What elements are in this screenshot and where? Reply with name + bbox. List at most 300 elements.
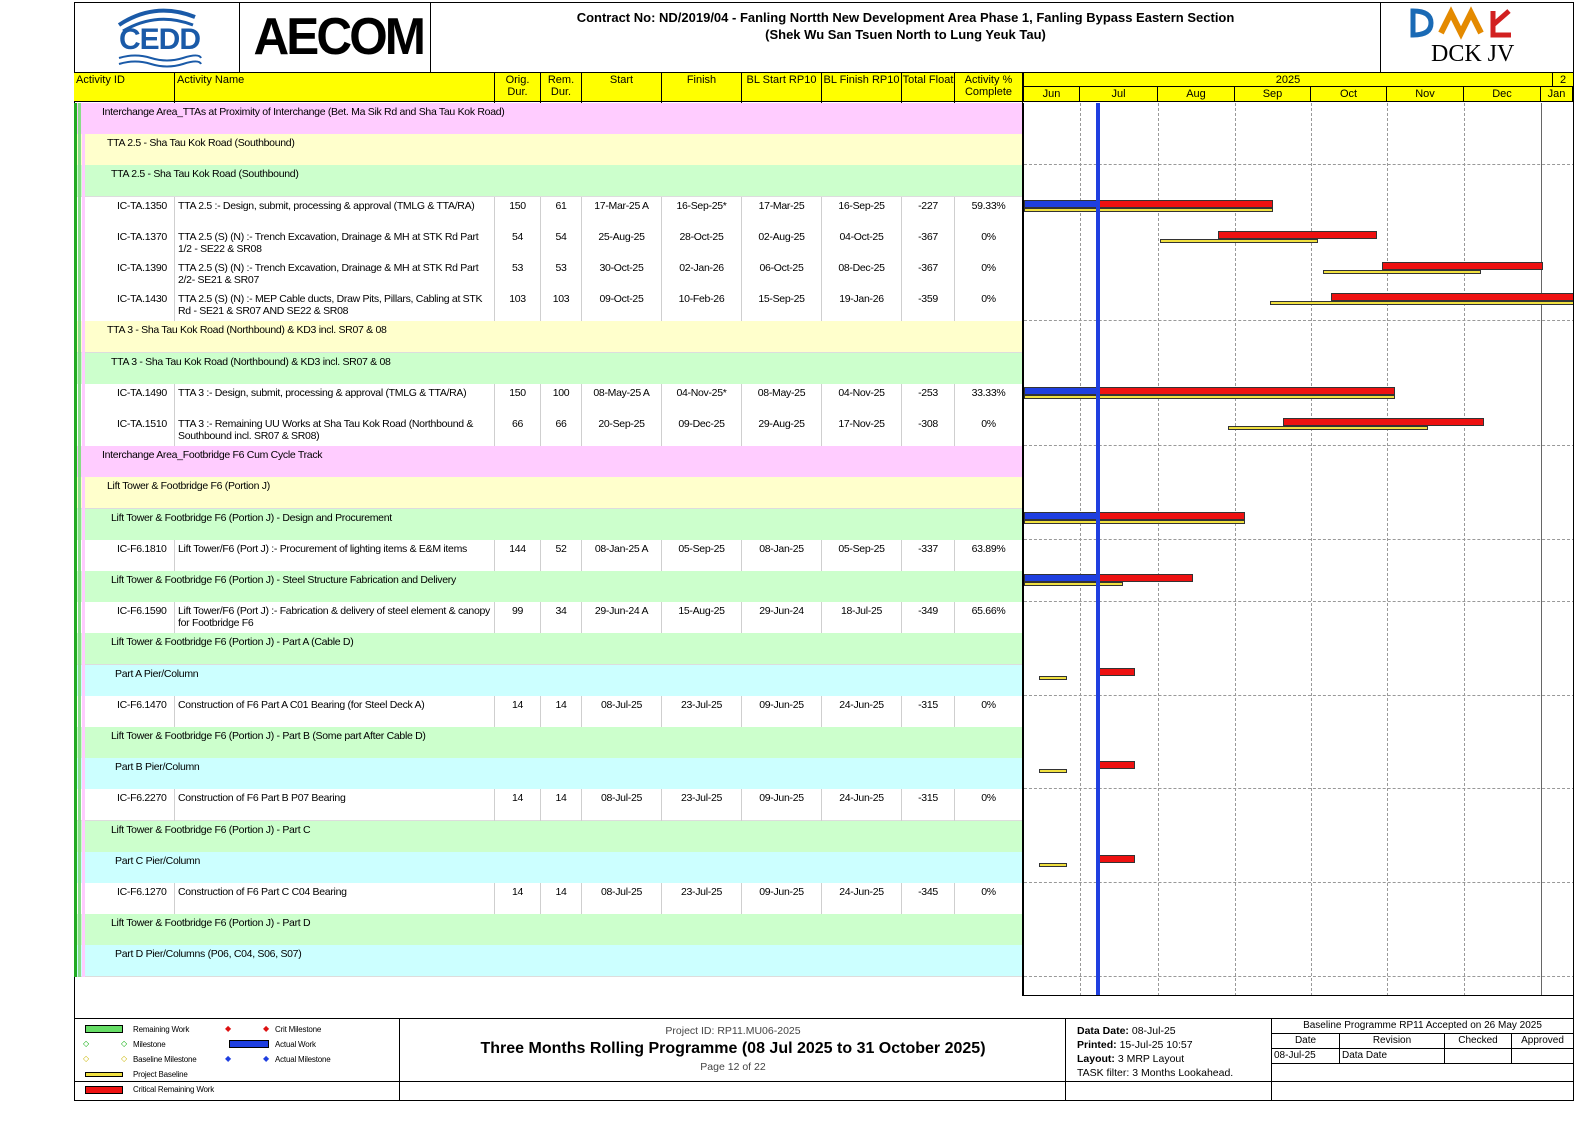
cell-bl-start: 17-Mar-25 (742, 197, 822, 229)
cell-orig: 99 (495, 602, 541, 634)
cell-name: TTA 3 :- Design, submit, processing & approval (TMLG & TTA/RA) (175, 384, 495, 416)
wbs-outline-bar (78, 914, 81, 946)
wbs-outline-bar (82, 290, 85, 322)
activity-row[interactable] (74, 602, 1023, 634)
col-bl-finish[interactable]: BL Finish RP10 (822, 73, 902, 103)
wbs-outline-bar (74, 415, 77, 447)
wbs-group-row[interactable] (74, 509, 1023, 541)
wbs-outline-bar (74, 821, 77, 853)
cell-finish: 04-Nov-25* (662, 384, 742, 416)
gantt-row-gridline (1024, 164, 1574, 165)
gantt-critical-remaining-bar[interactable] (1098, 855, 1136, 863)
cell-float: -308 (902, 415, 955, 447)
wbs-outline-bar (78, 602, 81, 634)
cell-start: 29-Jun-24 A (582, 602, 662, 634)
wbs-outline-bar (74, 290, 77, 322)
printed-label: Printed: (1077, 1039, 1117, 1051)
wbs-outline-bar (74, 633, 77, 665)
wbs-group-row[interactable] (74, 353, 1023, 385)
cell-id: IC-F6.1810 (74, 540, 175, 572)
wbs-group-label: Part D Pier/Columns (P06, C04, S06, S07) (115, 948, 302, 961)
cell-finish: 09-Dec-25 (662, 415, 742, 447)
activity-row[interactable] (74, 259, 1023, 291)
wbs-outline-bar (82, 477, 85, 509)
cell-orig: 53 (495, 259, 541, 291)
gantt-month-gridline (1464, 103, 1465, 996)
rev-row-approved (1512, 1049, 1573, 1064)
timescale-year: 2025 (1024, 73, 1553, 87)
wbs-outline-bar (74, 789, 77, 821)
cell-orig: 54 (495, 228, 541, 260)
wbs-outline-bar (74, 165, 77, 197)
wbs-outline-bar (82, 602, 85, 634)
project-id: Project ID: RP11.MU06-2025 (665, 1025, 801, 1037)
cell-pct: 33.33% (955, 384, 1023, 416)
gantt-chart (1023, 103, 1574, 996)
gantt-actual-bar[interactable] (1024, 387, 1098, 395)
cell-bl-finish: 16-Sep-25 (822, 197, 902, 229)
rev-header-date: Date (1272, 1034, 1340, 1049)
cell-pct: 0% (955, 259, 1023, 291)
cell-id: IC-TA.1430 (74, 290, 175, 322)
cell-id: IC-F6.1270 (74, 883, 175, 915)
activity-row[interactable] (74, 197, 1023, 229)
wbs-outline-bar (78, 758, 81, 790)
gantt-row-gridline (1024, 539, 1574, 540)
gantt-actual-bar[interactable] (1024, 200, 1098, 208)
wbs-group-label: Interchange Area_Footbridge F6 Cum Cycle Track (102, 449, 323, 462)
legend-actual-label: Actual Work (275, 1040, 316, 1049)
timescale-month: Jan (1541, 87, 1573, 102)
cell-bl-finish: 19-Jan-26 (822, 290, 902, 322)
gantt-month-gridline (1158, 103, 1159, 996)
cell-bl-finish: 04-Oct-25 (822, 228, 902, 260)
cell-id: IC-TA.1510 (74, 415, 175, 447)
cell-rem: 14 (541, 883, 582, 915)
cell-float: -315 (902, 789, 955, 821)
gantt-critical-remaining-bar[interactable] (1331, 293, 1574, 301)
wbs-group-row[interactable] (74, 165, 1023, 197)
col-start[interactable]: Start (582, 73, 662, 103)
col-pct-complete[interactable]: Activity % Complete (955, 73, 1023, 103)
cell-bl-start: 09-Jun-25 (742, 789, 822, 821)
activity-row[interactable] (74, 384, 1023, 416)
task-filter: TASK filter: 3 Months Lookahead. (1077, 1067, 1234, 1079)
gantt-baseline-bar[interactable] (1024, 208, 1273, 212)
wbs-outline-bar (82, 883, 85, 915)
gantt-baseline-bar[interactable] (1228, 426, 1429, 430)
footer-title-block (401, 1019, 1066, 1100)
cedd-logo-text: CEDD (119, 23, 201, 56)
legend-critical-label: Critical Remaining Work (133, 1085, 215, 1094)
data-date-label: Data Date: (1077, 1025, 1129, 1037)
timescale-month: Dec (1464, 87, 1541, 102)
wbs-outline-bar (82, 228, 85, 260)
cell-start: 08-Jul-25 (582, 696, 662, 728)
rev-header-checked: Checked (1445, 1034, 1512, 1049)
timescale-month: Jun (1024, 87, 1080, 102)
wbs-group-row[interactable] (74, 914, 1023, 946)
wbs-outline-bar (78, 696, 81, 728)
cell-id: IC-TA.1390 (74, 259, 175, 291)
wbs-group-row[interactable] (74, 321, 1023, 353)
gantt-critical-remaining-bar[interactable] (1098, 574, 1193, 582)
cell-bl-finish: 18-Jul-25 (822, 602, 902, 634)
gantt-baseline-bar[interactable] (1323, 270, 1481, 274)
cell-orig: 144 (495, 540, 541, 572)
activity-row[interactable] (74, 789, 1023, 821)
wbs-outline-bar (78, 727, 81, 759)
wbs-group-label: Lift Tower & Footbridge F6 (Portion J) - Design and Procurement (111, 511, 392, 524)
legend-baseline-milestone-icon: ◇ (83, 1054, 89, 1063)
wbs-outline-bar (74, 259, 77, 291)
cell-bl-finish: 05-Sep-25 (822, 540, 902, 572)
aecom-logo (241, 3, 431, 72)
wbs-group-row[interactable] (74, 821, 1023, 853)
cell-id: IC-TA.1370 (74, 228, 175, 260)
cell-bl-start: 29-Aug-25 (742, 415, 822, 447)
cell-bl-start: 15-Sep-25 (742, 290, 822, 322)
wbs-group-label: Interchange Area_TTAs at Proximity of Interchange (Bet. Ma Sik Rd and Sha Tau Kok Road) (102, 106, 505, 118)
cell-rem: 100 (541, 384, 582, 416)
legend-actual-milestone-icon-2: ◆ (263, 1054, 269, 1063)
cell-start: 08-Jul-25 (582, 883, 662, 915)
cell-rem: 34 (541, 602, 582, 634)
activity-row[interactable] (74, 883, 1023, 915)
cell-orig: 14 (495, 696, 541, 728)
gantt-row-gridline (1024, 788, 1574, 789)
wbs-group-row[interactable] (74, 477, 1023, 509)
gantt-critical-remaining-bar[interactable] (1098, 761, 1136, 769)
legend (75, 1019, 400, 1100)
wbs-group-row[interactable] (74, 945, 1023, 977)
cell-pct: 0% (955, 789, 1023, 821)
cell-start: 17-Mar-25 A (582, 197, 662, 229)
wbs-group-row[interactable] (74, 103, 1023, 135)
contract-title-line1: Contract No: ND/2019/04 - Fanling Nortth New Development Area Phase 1, Fanling Bypass Eastern Section (576, 10, 1235, 25)
cell-start: 09-Oct-25 (582, 290, 662, 322)
gantt-baseline-bar[interactable] (1024, 520, 1245, 524)
wbs-outline-bar (74, 197, 77, 229)
wbs-outline-bar (82, 633, 85, 665)
cell-bl-start: 08-May-25 (742, 384, 822, 416)
gantt-critical-remaining-bar[interactable] (1283, 418, 1484, 426)
gantt-baseline-bar[interactable] (1039, 676, 1067, 680)
wbs-group-row[interactable] (74, 134, 1023, 166)
activity-row[interactable] (74, 290, 1023, 322)
wbs-outline-bar (74, 852, 77, 884)
cell-rem: 52 (541, 540, 582, 572)
wbs-group-label: Lift Tower & Footbridge F6 (Portion J) - Part B (Some part After Cable D) (111, 730, 426, 742)
gantt-row-gridline (1024, 882, 1574, 883)
wbs-outline-bar (78, 789, 81, 821)
col-finish[interactable]: Finish (662, 73, 742, 103)
wbs-outline-bar (78, 446, 81, 478)
gantt-baseline-bar[interactable] (1270, 301, 1574, 305)
activity-row[interactable] (74, 228, 1023, 260)
gantt-critical-remaining-bar[interactable] (1098, 668, 1136, 676)
cell-id: IC-F6.1590 (74, 602, 175, 634)
wbs-outline-bar (78, 540, 81, 572)
wbs-outline-bar (78, 571, 81, 603)
cell-finish: 15-Aug-25 (662, 602, 742, 634)
wbs-outline-bar (82, 384, 85, 416)
cell-float: -227 (902, 197, 955, 229)
wbs-outline-bar (82, 758, 85, 790)
wbs-outline-bar (82, 914, 85, 946)
cell-rem: 53 (541, 259, 582, 291)
gantt-timescale-header (1023, 72, 1574, 102)
cell-bl-finish: 08-Dec-25 (822, 259, 902, 291)
cell-start: 08-Jul-25 (582, 789, 662, 821)
cell-orig: 103 (495, 290, 541, 322)
cell-name: TTA 2.5 (S) (N) :- Trench Excavation, Drainage & MH at STK Rd Part 1/2 - SE22 & SR08 (175, 228, 495, 260)
legend-crit-milestone-label: Crit Milestone (275, 1025, 322, 1034)
wbs-group-label: Part A Pier/Column (115, 667, 199, 680)
wbs-outline-bar (78, 477, 81, 509)
legend-milestone-icon: ◇ (83, 1039, 89, 1048)
cell-float: -367 (902, 228, 955, 260)
cell-name: Construction of F6 Part C C04 Bearing (175, 883, 495, 915)
activity-row[interactable] (74, 540, 1023, 572)
cell-pct: 59.33% (955, 197, 1023, 229)
wbs-outline-bar (82, 321, 85, 353)
wbs-outline-bar (78, 228, 81, 260)
wbs-outline-bar (74, 446, 77, 478)
activity-row[interactable] (74, 415, 1023, 447)
gantt-baseline-bar[interactable] (1039, 863, 1067, 867)
cell-bl-finish: 24-Jun-25 (822, 883, 902, 915)
gantt-row-gridline (1024, 601, 1574, 602)
gantt-baseline-bar[interactable] (1160, 239, 1318, 243)
cell-start: 25-Aug-25 (582, 228, 662, 260)
gantt-critical-remaining-bar[interactable] (1218, 231, 1378, 239)
wbs-outline-bar (82, 821, 85, 853)
wbs-outline-bar (78, 633, 81, 665)
timescale-month: Jul (1080, 87, 1158, 102)
wbs-outline-bar (82, 259, 85, 291)
cell-float: -253 (902, 384, 955, 416)
cell-bl-finish: 04-Nov-25 (822, 384, 902, 416)
wbs-outline-bar (82, 103, 85, 135)
gantt-actual-bar[interactable] (1024, 574, 1098, 582)
cell-pct: 0% (955, 883, 1023, 915)
legend-actual-milestone-icon: ◆ (225, 1054, 231, 1063)
wbs-outline-bar (82, 540, 85, 572)
legend-remaining-swatch (85, 1025, 123, 1033)
cell-start: 20-Sep-25 (582, 415, 662, 447)
wbs-outline-bar (82, 571, 85, 603)
cell-id: IC-TA.1350 (74, 197, 175, 229)
wbs-outline-bar (78, 103, 81, 135)
wbs-outline-bar (78, 290, 81, 322)
wbs-outline-bar (82, 727, 85, 759)
col-orig-dur[interactable]: Orig. Dur. (495, 73, 541, 103)
wbs-outline-bar (78, 509, 81, 541)
gantt-month-gridline (1387, 103, 1388, 996)
legend-actual-milestone-label: Actual Milestone (275, 1055, 331, 1064)
aecom-logo-text: AECOM (253, 8, 424, 66)
cell-bl-start: 02-Aug-25 (742, 228, 822, 260)
wbs-outline-bar (82, 415, 85, 447)
cell-pct: 0% (955, 415, 1023, 447)
dck-jv-logo-text: DCK JV (1431, 41, 1515, 67)
cell-pct: 65.66% (955, 602, 1023, 634)
wbs-group-row[interactable] (74, 758, 1023, 790)
rev-row-revision: Data Date (1340, 1049, 1445, 1064)
revision-block (1272, 1019, 1573, 1100)
rev-row-checked (1445, 1049, 1512, 1064)
wbs-group-label: Lift Tower & Footbridge F6 (Portion J) - Part D (111, 917, 311, 930)
wbs-group-row[interactable] (74, 727, 1023, 759)
cell-rem: 61 (541, 197, 582, 229)
wbs-group-label: Lift Tower & Footbridge F6 (Portion J) - Part C (111, 823, 311, 836)
contract-title-line2: (Shek Wu San Tsuen North to Lung Yeuk Tau) (765, 27, 1046, 42)
gantt-critical-remaining-bar[interactable] (1382, 262, 1543, 270)
cell-pct: 0% (955, 696, 1023, 728)
wbs-outline-bar (74, 945, 77, 977)
wbs-outline-bar (74, 883, 77, 915)
wbs-outline-bar (78, 165, 81, 197)
legend-baseline-label: Project Baseline (133, 1070, 188, 1079)
wbs-outline-bar (78, 852, 81, 884)
gantt-month-gridline (1541, 103, 1542, 996)
wbs-outline-bar (78, 945, 81, 977)
wbs-outline-bar (74, 571, 77, 603)
activity-row[interactable] (74, 696, 1023, 728)
timescale-month: Nov (1387, 87, 1464, 102)
legend-crit-milestone-icon: ◆ (225, 1024, 231, 1033)
cell-finish: 05-Sep-25 (662, 540, 742, 572)
cell-float: -367 (902, 259, 955, 291)
col-rem-dur[interactable]: Rem. Dur. (541, 73, 582, 103)
legend-critical-swatch (85, 1086, 123, 1094)
dck-jv-logo (1380, 3, 1573, 72)
timescale-month: Aug (1158, 87, 1235, 102)
wbs-outline-bar (82, 945, 85, 977)
rev-row-date: 08-Jul-25 (1272, 1049, 1340, 1064)
gantt-baseline-bar[interactable] (1039, 769, 1067, 773)
cell-name: Lift Tower/F6 (Port J) :- Procurement of lighting items & E&M items (175, 540, 495, 572)
cell-orig: 66 (495, 415, 541, 447)
cedd-logo (75, 3, 240, 72)
wbs-outline-bar (78, 665, 81, 697)
wbs-outline-bar (82, 696, 85, 728)
gantt-baseline-bar[interactable] (1024, 582, 1123, 586)
wbs-outline-bar (82, 134, 85, 166)
cell-finish: 16-Sep-25* (662, 197, 742, 229)
wbs-group-row[interactable] (74, 665, 1023, 697)
wbs-group-label: Lift Tower & Footbridge F6 (Portion J) - Steel Structure Fabrication and Delivery (111, 574, 456, 586)
wbs-group-label: TTA 3 - Sha Tau Kok Road (Northbound) & KD3 incl. SR07 & 08 (111, 355, 391, 368)
col-total-float[interactable]: Total Float (902, 73, 955, 103)
wbs-outline-bar (78, 821, 81, 853)
cell-bl-start: 06-Oct-25 (742, 259, 822, 291)
wbs-outline-bar (78, 259, 81, 291)
wbs-group-row[interactable] (74, 633, 1023, 665)
cell-id: IC-TA.1490 (74, 384, 175, 416)
wbs-group-label: Lift Tower & Footbridge F6 (Portion J) (107, 480, 270, 493)
table-column-header (74, 72, 1098, 102)
wbs-outline-bar (82, 353, 85, 385)
gantt-critical-remaining-bar[interactable] (1098, 387, 1395, 395)
wbs-outline-bar (74, 228, 77, 260)
layout-value: 3 MRP Layout (1117, 1053, 1185, 1065)
col-bl-start[interactable]: BL Start RP10 (742, 73, 822, 103)
cell-finish: 02-Jan-26 (662, 259, 742, 291)
legend-actual-swatch (229, 1040, 269, 1048)
wbs-group-row[interactable] (74, 852, 1023, 884)
wbs-outline-bar (82, 789, 85, 821)
wbs-group-label: TTA 2.5 - Sha Tau Kok Road (Southbound) (107, 137, 295, 150)
gantt-row-gridline (1024, 976, 1574, 977)
page-number: Page 12 of 22 (700, 1061, 766, 1073)
cell-name: TTA 2.5 (S) (N) :- MEP Cable ducts, Draw Pits, Pillars, Cabling at STK Rd - SE21 & SR07 AND SE22 & SR08 (175, 290, 495, 322)
wbs-outline-bar (74, 758, 77, 790)
cell-bl-finish: 24-Jun-25 (822, 789, 902, 821)
cell-float: -349 (902, 602, 955, 634)
wbs-group-label: TTA 2.5 - Sha Tau Kok Road (Southbound) (111, 168, 299, 181)
cell-bl-finish: 24-Jun-25 (822, 696, 902, 728)
wbs-outline-bar (74, 914, 77, 946)
wbs-outline-bar (74, 665, 77, 697)
cell-orig: 150 (495, 384, 541, 416)
wbs-outline-bar (78, 197, 81, 229)
col-activity-id[interactable]: Activity ID (74, 73, 175, 103)
cell-start: 08-Jan-25 A (582, 540, 662, 572)
gantt-month-gridline (1080, 103, 1081, 996)
cell-rem: 14 (541, 696, 582, 728)
programme-title: Three Months Rolling Programme (08 Jul 2025 to 31 October 2025) (480, 1040, 986, 1057)
legend-milestone-icon-2: ◇ (121, 1039, 127, 1048)
wbs-outline-bar (78, 415, 81, 447)
data-date-value: 08-Jul-25 (1131, 1025, 1176, 1037)
rev-header-revision: Revision (1340, 1034, 1445, 1049)
gantt-actual-bar[interactable] (1024, 512, 1098, 520)
cell-bl-start: 09-Jun-25 (742, 883, 822, 915)
wbs-outline-bar (74, 477, 77, 509)
cell-bl-start: 29-Jun-24 (742, 602, 822, 634)
wbs-outline-bar (82, 852, 85, 884)
gantt-baseline-bar[interactable] (1024, 395, 1395, 399)
col-activity-name[interactable]: Activity Name (175, 73, 495, 103)
cell-float: -345 (902, 883, 955, 915)
timescale-month: Sep (1235, 87, 1311, 102)
gantt-critical-remaining-bar[interactable] (1098, 512, 1246, 520)
cell-float: -337 (902, 540, 955, 572)
wbs-outline-bar (74, 540, 77, 572)
cell-rem: 54 (541, 228, 582, 260)
wbs-group-label: Part B Pier/Column (115, 761, 200, 774)
cell-finish: 28-Oct-25 (662, 228, 742, 260)
wbs-group-row[interactable] (74, 446, 1023, 478)
cell-orig: 14 (495, 789, 541, 821)
gantt-critical-remaining-bar[interactable] (1098, 200, 1273, 208)
wbs-group-row[interactable] (74, 571, 1023, 603)
wbs-outline-bar (74, 602, 77, 634)
printed-value: 15-Jul-25 10:57 (1119, 1039, 1193, 1051)
wbs-group-label: Part C Pier/Column (115, 854, 201, 867)
wbs-outline-bar (82, 446, 85, 478)
cell-rem: 103 (541, 290, 582, 322)
legend-milestone-label: Milestone (133, 1040, 166, 1049)
cell-finish: 10-Feb-26 (662, 290, 742, 322)
cell-name: Construction of F6 Part B P07 Bearing (175, 789, 495, 821)
timescale-next-year: 2 (1553, 73, 1573, 87)
wbs-outline-bar (78, 384, 81, 416)
wbs-outline-bar (82, 165, 85, 197)
wbs-outline-bar (74, 321, 77, 353)
